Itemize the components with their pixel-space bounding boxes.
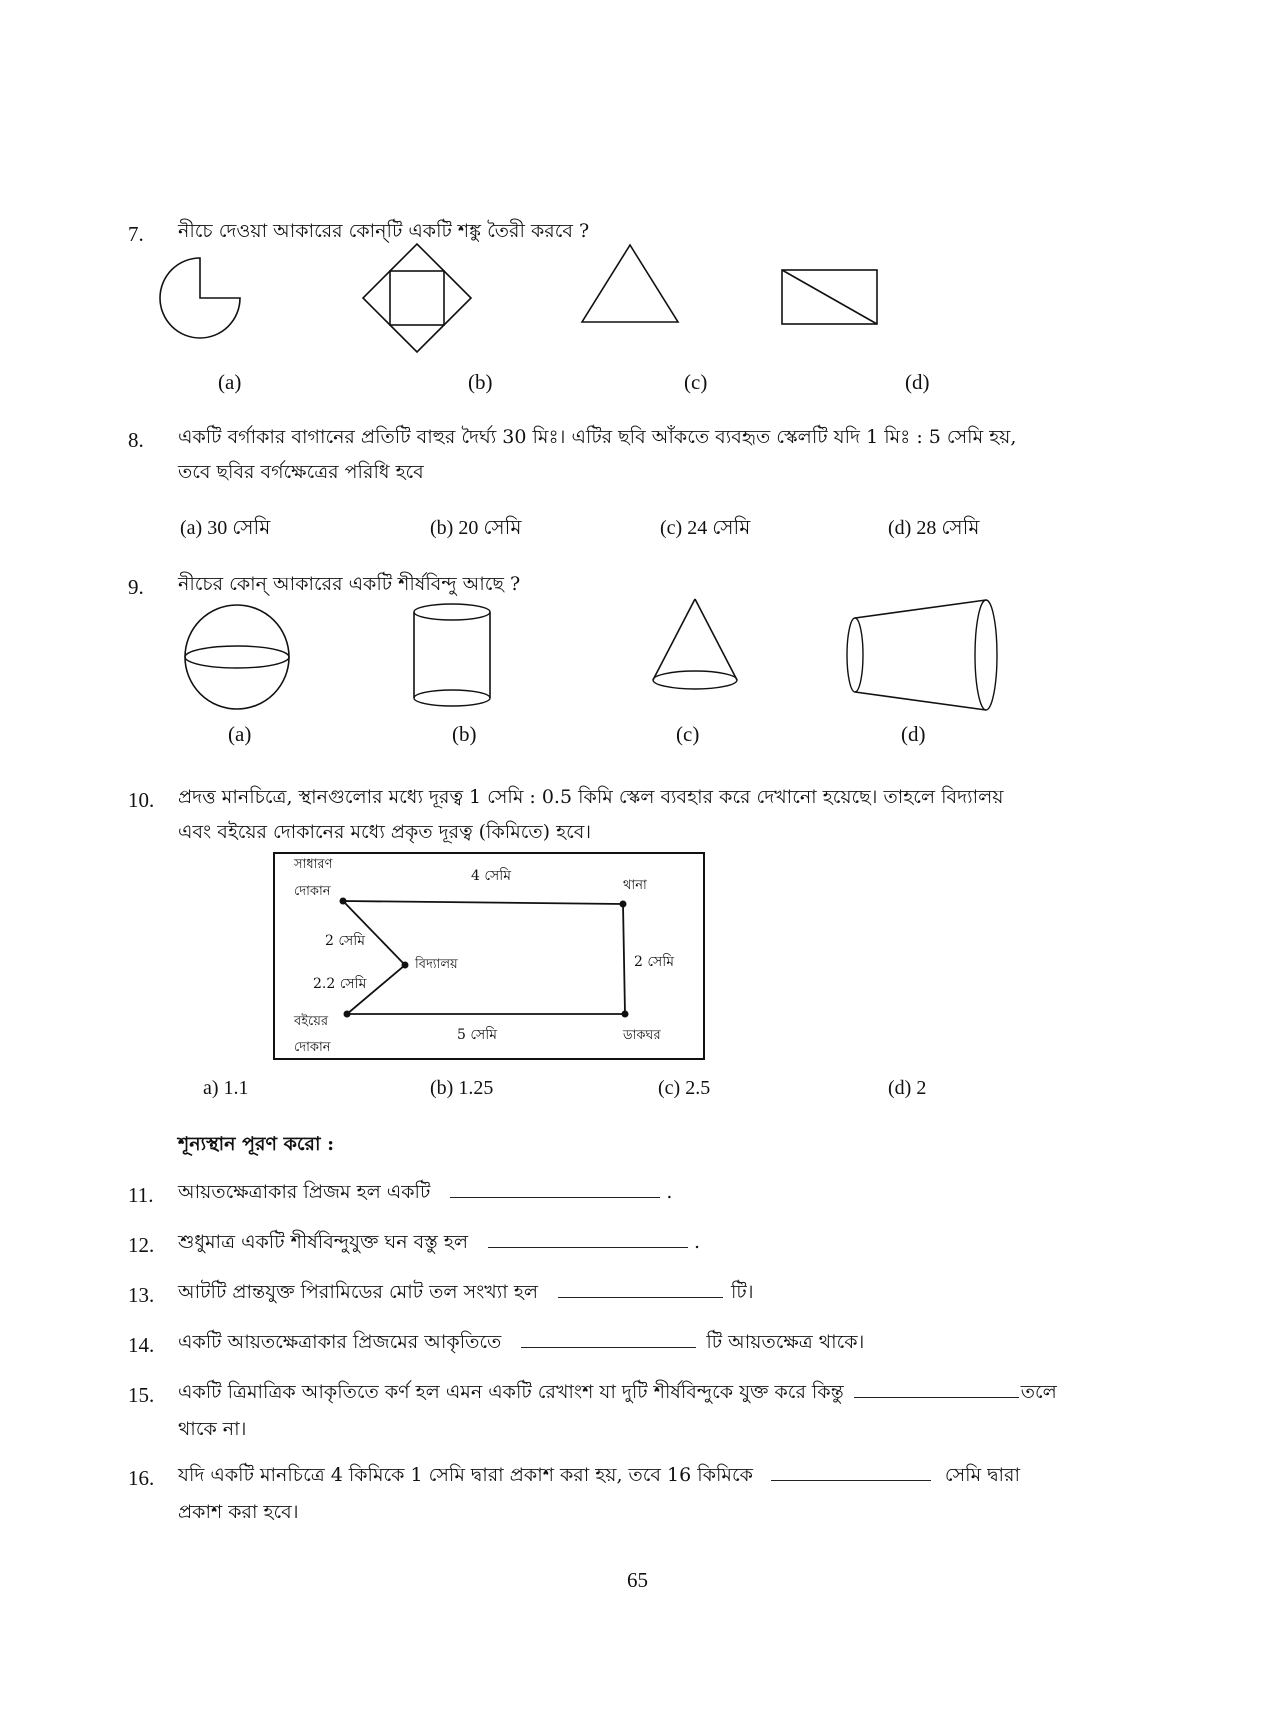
q12-text xyxy=(178,1223,1128,1261)
q9-number: 9. xyxy=(128,575,144,599)
q14-after: টি আয়তক্ষেত্র থাকে। xyxy=(706,1331,865,1353)
map-book-store-label-2: দোকান xyxy=(294,1040,331,1055)
q15-before: একটি ত্রিমাত্রিক আকৃতিতে কর্ণ হল এমন একটি রেখাংশ যা দুটি শীর্ষবিন্দুকে যুক্ত করে কিন্তু xyxy=(178,1381,844,1403)
q8-option-a: (a) 30 সেমি xyxy=(180,517,271,539)
q13-after: টি। xyxy=(730,1281,754,1303)
q11-blank[interactable] xyxy=(450,1179,660,1198)
q15-number: 15. xyxy=(128,1383,155,1407)
map-post-office-label: ডাকঘর xyxy=(623,1028,661,1043)
frustum-icon xyxy=(847,600,997,710)
q8-option-d: (d) 28 সেমি xyxy=(888,517,980,539)
map-general-store-label-1: সাধারণ xyxy=(294,857,333,872)
q7-label-a: (a) xyxy=(218,370,242,394)
map-bottom-distance: 5 সেমি xyxy=(457,1027,498,1043)
q7-number: 7. xyxy=(128,222,144,246)
q16-line1 xyxy=(178,1456,1128,1494)
q15-after: তলে xyxy=(1020,1381,1057,1403)
q8-option-c: (c) 24 সেমি xyxy=(660,517,751,539)
q10-number: 10. xyxy=(128,788,155,812)
q9-label-d: (d) xyxy=(901,722,926,746)
q14-blank[interactable] xyxy=(521,1329,696,1348)
q13-before: আটটি প্রান্তযুক্ত পিরামিডের মোট তল সংখ্যা হল xyxy=(178,1281,538,1303)
q15-line1 xyxy=(178,1373,1128,1411)
q16-number: 16. xyxy=(128,1466,155,1490)
q9-label-b: (b) xyxy=(452,722,477,746)
q13-number: 13. xyxy=(128,1283,155,1307)
q16-blank[interactable] xyxy=(771,1462,931,1481)
q12-before: শুধুমাত্র একটি শীর্ষবিন্দুযুক্ত ঘন বস্তু হল xyxy=(178,1231,469,1253)
q12-blank[interactable] xyxy=(488,1229,688,1248)
q7-text: নীচে দেওয়া আকারের কোন্‌টি একটি শঙ্কু তৈরী করবে ? xyxy=(178,220,590,242)
q16-line2: প্রকাশ করা হবে। xyxy=(178,1501,299,1523)
map-general-store-label-2: দোকান xyxy=(294,884,331,899)
triangle-icon xyxy=(582,245,678,322)
q10-line1: প্রদত্ত মানচিত্রে, স্থানগুলোর মধ্যে দূরত্ব 1 সেমি : 0.5 কিমি স্কেল ব্যবহার করে দেখানো হয়েছে। তাহলে বিদ্যালয় xyxy=(178,786,1004,808)
q10-option-c: (c) 2.5 xyxy=(658,1077,711,1099)
q16-before: যদি একটি মানচিত্রে 4 কিমিকে 1 সেমি দ্বারা প্রকাশ করা হয়, তবে 16 কিমিকে xyxy=(178,1464,753,1486)
q9-figures xyxy=(160,595,1020,715)
q11-after: . xyxy=(666,1181,673,1203)
q9-label-a: (a) xyxy=(228,722,252,746)
map-school-label: বিদ্যালয় xyxy=(415,957,458,972)
q15-blank[interactable] xyxy=(854,1379,1019,1398)
cylinder-icon xyxy=(414,604,490,706)
cone-icon xyxy=(653,599,737,689)
map-book-store-label-1: বইয়ের xyxy=(294,1014,329,1029)
q13-blank[interactable] xyxy=(558,1279,723,1298)
q8-line1: একটি বর্গাকার বাগানের প্রতিটি বাহুর দৈর্ঘ্য 30 মিঃ। এটির ছবি আঁকতে ব্যবহৃত স্কেলটি যদি 1 মিঃ : 5 সেমি হয়, xyxy=(178,426,1017,448)
q11-number: 11. xyxy=(128,1183,154,1207)
q7-figures xyxy=(160,240,960,350)
q12-after: . xyxy=(694,1231,701,1253)
q10-option-b: (b) 1.25 xyxy=(430,1077,494,1099)
q14-text xyxy=(178,1323,1128,1361)
map-right-distance: 2 সেমি xyxy=(634,954,675,970)
pie-sector-icon xyxy=(160,258,240,338)
q7-label-c: (c) xyxy=(684,370,708,394)
q7-label-d: (d) xyxy=(905,370,930,394)
square-with-triangles-net-icon xyxy=(363,244,471,352)
q8-number: 8. xyxy=(128,428,144,452)
q12-number: 12. xyxy=(128,1233,155,1257)
rectangle-with-diagonal-icon xyxy=(782,270,877,324)
q8-option-b: (b) 20 সেমি xyxy=(430,517,522,539)
fill-blanks-heading: শূন্যস্থান পূরণ করো : xyxy=(178,1133,335,1155)
q10-option-d: (d) 2 xyxy=(888,1077,927,1099)
q9-label-c: (c) xyxy=(676,722,700,746)
q11-before: আয়তক্ষেত্রাকার প্রিজম হল একটি xyxy=(178,1181,431,1203)
map-left-lower-distance: 2.2 সেমি xyxy=(313,976,367,992)
q10-option-a: a) 1.1 xyxy=(203,1077,249,1099)
q14-before: একটি আয়তক্ষেত্রাকার প্রিজমের আকৃতিতে xyxy=(178,1331,502,1353)
q10-line2: এবং বইয়ের দোকানের মধ্যে প্রকৃত দূরত্ব (কিমিতে) হবে। xyxy=(178,821,592,843)
sphere-icon xyxy=(185,605,289,709)
q13-text xyxy=(178,1273,1128,1311)
q16-after: সেমি দ্বারা xyxy=(944,1464,1020,1486)
q15-line2: থাকে না। xyxy=(178,1418,247,1440)
page-number: 65 xyxy=(627,1568,648,1592)
map-top-distance: 4 সেমি xyxy=(471,868,512,884)
q14-number: 14. xyxy=(128,1333,155,1357)
q11-text xyxy=(178,1173,1128,1211)
q7-label-b: (b) xyxy=(468,370,493,394)
q9-text: নীচের কোন্‌ আকারের একটি শীর্ষবিন্দু আছে ? xyxy=(178,573,521,595)
map-police-station-label: থানা xyxy=(623,878,647,893)
q8-line2: তবে ছবির বর্গক্ষেত্রের পরিধি হবে xyxy=(178,461,424,483)
map-left-upper-distance: 2 সেমি xyxy=(325,933,366,949)
